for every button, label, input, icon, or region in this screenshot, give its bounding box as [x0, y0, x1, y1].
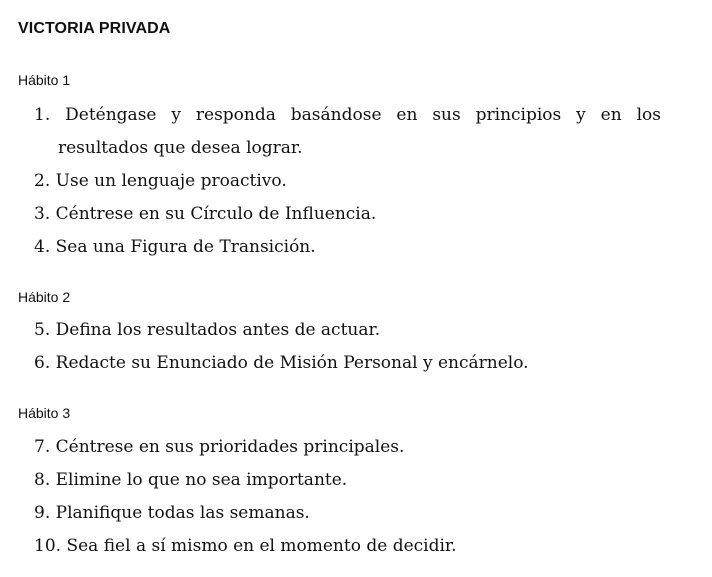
list-item-9 [34, 497, 310, 530]
list-item-text: Redacte su Enunciado de Misión Personal y encárnelo. [55, 353, 529, 373]
list-item-text: Defina los resultados antes de actuar. [55, 320, 381, 340]
list-item-1 [34, 99, 661, 165]
document-title: VICTORIA PRIVADA [18, 20, 171, 37]
section-label-habito-2: Hábito 2 [18, 289, 71, 305]
list-item-2 [34, 165, 287, 198]
list-item-number: 2. [34, 171, 51, 191]
list-item-number: 6. [34, 353, 51, 373]
list-item-text: Céntrese en sus prioridades principales. [55, 437, 405, 457]
list-item-text: Elimine lo que no sea importante. [55, 470, 348, 490]
list-item-4 [34, 231, 316, 264]
list-item-number: 7. [34, 437, 51, 457]
list-item-3 [34, 198, 376, 231]
list-item-10 [34, 530, 457, 563]
list-item-number: 9. [34, 503, 51, 523]
list-item-1-line-2: resultados que desea lograr. [58, 138, 303, 158]
list-item-text: Céntrese en su Círculo de Influencia. [55, 204, 377, 224]
list-item-text: Deténgase y responda basándose en sus principios y en los [65, 105, 661, 125]
list-item-5 [34, 314, 380, 347]
list-item-text: Sea fiel a sí mismo en el momento de decidir. [66, 536, 457, 556]
list-item-text: Planifique todas las semanas. [55, 503, 310, 523]
list-item-6 [34, 347, 529, 380]
list-item-number: 4. [34, 237, 51, 257]
list-item-number: 8. [34, 470, 51, 490]
list-item-text: Use un lenguaje proactivo. [55, 171, 287, 191]
list-item-number: 3. [34, 204, 51, 224]
list-item-number: 10. [34, 536, 62, 556]
list-item-text: Sea una Figura de Transición. [55, 237, 316, 257]
list-item-7 [34, 431, 404, 464]
list-item-8 [34, 464, 347, 497]
section-label-habito-1: Hábito 1 [18, 72, 71, 88]
list-item-number: 1. [34, 105, 51, 125]
list-item-number: 5. [34, 320, 51, 340]
section-label-habito-3: Hábito 3 [18, 405, 71, 421]
list-item-1-line-1 [34, 99, 661, 132]
